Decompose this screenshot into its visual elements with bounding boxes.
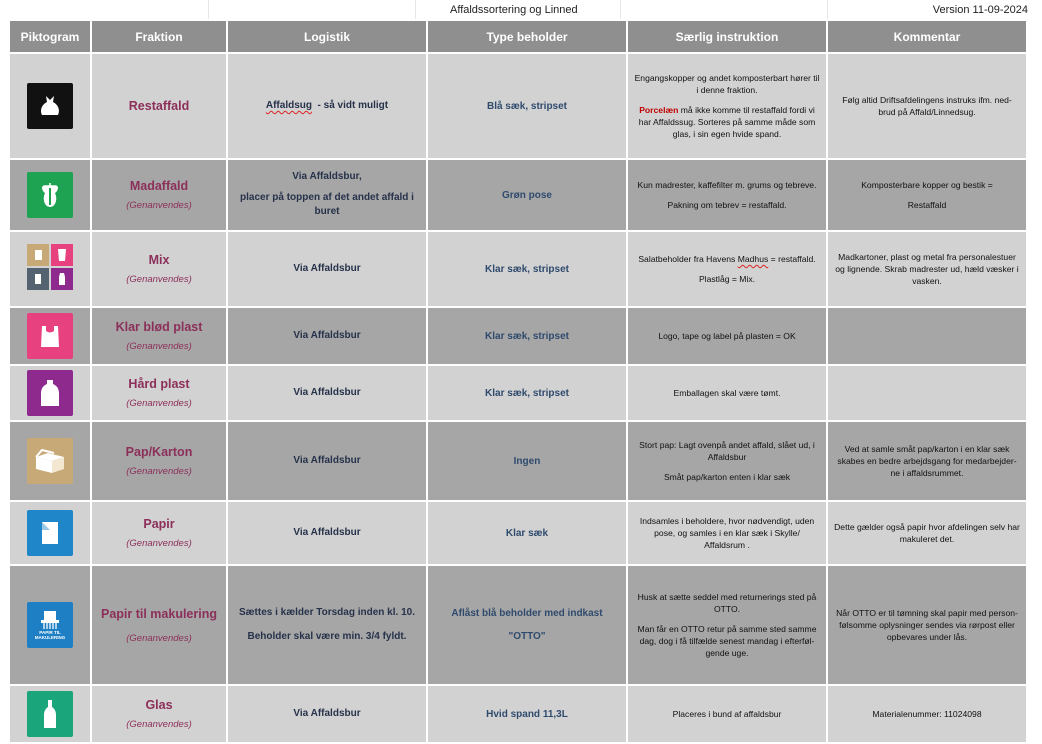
instruktion-text: Engangskopper og andet komposterbart hører til i denne fraktion.: [634, 72, 820, 95]
kommentar-text: Når OTTO er til tømning skal papir med person-følsomme oplysninger sendes via rørpost eller opbevares under lås.: [836, 607, 1018, 643]
cell-kommentar[interactable]: [827, 159, 1027, 231]
table-row: [9, 565, 1027, 685]
kommentar-text: Komposterbare kopper og bestik =: [861, 179, 993, 190]
grid-line: [415, 0, 416, 19]
fraktion-subtitle: (Genanvendes): [126, 200, 192, 211]
version-label: Version 11-09-2024: [932, 4, 1028, 16]
sorting-table: [8, 19, 1028, 744]
table-row: [9, 365, 1027, 421]
instruktion-text: = restaffald.: [770, 253, 816, 264]
instruktion-text: Indsamles i beholdere, hvor nødvendigt, uden pose, og samles i en klar sæk i Skylle/ Affaldsrum .: [639, 515, 815, 551]
cell-instruktion[interactable]: [627, 685, 827, 743]
fraktion-name: Glas: [145, 698, 173, 712]
instruktion-text: Salatbeholder fra Havens: [638, 253, 736, 264]
kommentar-text: Madkartoner, plast og metal fra personalestuer og lignende. Skrab madrester ud, hæld væsker i vasken.: [835, 251, 1019, 287]
instruktion-text: Logo, tape og label på plasten = OK: [658, 330, 796, 341]
cell-piktogram[interactable]: [9, 501, 91, 565]
soft-plastic-bag-icon: [27, 313, 73, 359]
cardboard-box-icon: [27, 438, 73, 484]
cell-logistik[interactable]: [227, 685, 427, 743]
cell-fraktion[interactable]: [91, 565, 227, 685]
logistik-text: Affaldsug: [265, 99, 312, 111]
cell-kommentar[interactable]: [827, 421, 1027, 501]
cell-beholder[interactable]: [427, 307, 627, 365]
beholder-text: Klar sæk, stripset: [485, 387, 569, 399]
cell-piktogram[interactable]: [9, 421, 91, 501]
fraktion-name: Madaffald: [129, 179, 189, 193]
cell-fraktion[interactable]: [91, 421, 227, 501]
shredder-icon: [27, 602, 73, 648]
document-title: Affaldssortering og Linned: [450, 4, 578, 16]
shredder-icon-label: PAPIR TIL MAKULERING: [34, 629, 66, 640]
table-row: [9, 159, 1027, 231]
beholder-text: Grøn pose: [501, 189, 552, 201]
cell-logistik[interactable]: [227, 231, 427, 307]
logistik-text: Sættes i kælder Torsdag inden kl. 10.: [239, 606, 415, 618]
cell-kommentar[interactable]: [827, 53, 1027, 159]
glass-bottle-icon: [27, 691, 73, 737]
fraktion-name: Restaffald: [128, 99, 190, 113]
instruktion-text: Plastlåg = Mix.: [698, 274, 756, 284]
table-row: [9, 231, 1027, 307]
beholder-text: Klar sæk, stripset: [485, 263, 569, 275]
cell-logistik[interactable]: [227, 501, 427, 565]
logistik-text: Beholder skal være min. 3/4 fyldt.: [247, 631, 407, 642]
logistik-text: Via Affaldsbur: [293, 262, 361, 274]
instruktion-text: Kun madrester, kaffefilter m. grums og tebreve.: [637, 179, 817, 190]
cell-instruktion[interactable]: [627, 365, 827, 421]
fraktion-subtitle: (Genanvendes): [126, 538, 192, 549]
logistik-text: Via Affaldsbur: [293, 707, 361, 719]
cell-beholder[interactable]: [427, 159, 627, 231]
cell-piktogram[interactable]: [9, 685, 91, 743]
instruktion-text: må ikke komme til restaffald fordi vi har Affaldssug. Sorteres på samme måde som glas, i sin egen hvide spand.: [638, 104, 816, 140]
grid-line: [827, 0, 828, 19]
fraktion-subtitle: (Genanvendes): [126, 398, 192, 409]
cell-beholder[interactable]: [427, 685, 627, 743]
fraktion-name: Klar blød plast: [115, 320, 203, 334]
cell-instruktion[interactable]: [627, 565, 827, 685]
cell-fraktion[interactable]: [91, 501, 227, 565]
cell-instruktion[interactable]: [627, 231, 827, 307]
trash-bag-icon: [27, 83, 73, 129]
table-row: [9, 53, 1027, 159]
fraktion-name: Papir til makulering: [100, 606, 217, 621]
instruktion-text: Husk at sætte seddel med returnerings sted på OTTO.: [637, 591, 817, 614]
cell-kommentar[interactable]: [827, 365, 1027, 421]
col-header-kommentar[interactable]: Kommentar: [827, 20, 1027, 53]
kommentar-text: Materialenummer: 11024098: [872, 708, 982, 719]
cell-beholder[interactable]: [427, 501, 627, 565]
fraktion-name: Mix: [148, 253, 170, 267]
beholder-text: Hvid spand 11,3L: [486, 708, 568, 720]
cell-instruktion[interactable]: [627, 307, 827, 365]
cell-fraktion[interactable]: [91, 685, 227, 743]
cell-piktogram[interactable]: [9, 53, 91, 159]
cell-kommentar[interactable]: [827, 685, 1027, 743]
cell-fraktion[interactable]: [91, 307, 227, 365]
cell-beholder[interactable]: [427, 421, 627, 501]
cell-piktogram[interactable]: [9, 365, 91, 421]
logistik-text: placer på toppen af det andet affald i buret: [240, 191, 414, 218]
cell-instruktion[interactable]: [627, 501, 827, 565]
logistik-text: - så vidt muligt: [317, 99, 389, 111]
cell-kommentar[interactable]: [827, 231, 1027, 307]
header-row: [9, 20, 1027, 53]
cell-beholder[interactable]: [427, 53, 627, 159]
cell-logistik[interactable]: [227, 159, 427, 231]
cell-instruktion[interactable]: [627, 421, 827, 501]
logistik-text: Via Affaldsbur: [293, 454, 361, 466]
col-header-fraktion[interactable]: Fraktion: [91, 20, 227, 53]
cell-piktogram[interactable]: [9, 565, 91, 685]
cell-piktogram[interactable]: [9, 307, 91, 365]
beholder-text: Blå sæk, stripset: [486, 100, 568, 112]
table-row: [9, 501, 1027, 565]
fraktion-name: Pap/Karton: [125, 445, 193, 459]
instruktion-text: Stort pap: Lagt ovenpå andet affald, slået ud, i Affaldsbur: [639, 439, 815, 462]
fraktion-subtitle: (Genanvendes): [126, 719, 192, 730]
beholder-text: Klar sæk: [505, 527, 549, 539]
cell-fraktion[interactable]: [91, 365, 227, 421]
cell-logistik[interactable]: [227, 421, 427, 501]
col-header-logistik[interactable]: Logistik: [227, 20, 427, 53]
cell-kommentar[interactable]: [827, 501, 1027, 565]
beholder-text: Aflåst blå beholder med indkast: [451, 608, 603, 619]
table-row: [9, 307, 1027, 365]
cell-kommentar[interactable]: [827, 565, 1027, 685]
logistik-text: Via Affaldsbur: [293, 329, 361, 341]
cell-piktogram[interactable]: [9, 159, 91, 231]
beholder-text: Ingen: [513, 455, 541, 467]
col-header-piktogram[interactable]: Piktogram: [9, 20, 91, 53]
plastic-bottle-icon: [27, 370, 73, 416]
instruktion-text: Man får en OTTO retur på samme sted samme dag, dog i få tilfælde senest mandag i efterføl-gende uge.: [637, 623, 817, 659]
cell-kommentar[interactable]: [827, 307, 1027, 365]
logistik-text: Via Affaldsbur,: [292, 171, 362, 183]
logistik-text: Via Affaldsbur: [293, 526, 361, 538]
cell-logistik[interactable]: [227, 53, 427, 159]
mix-icon: [27, 244, 73, 290]
cell-beholder[interactable]: [427, 565, 627, 685]
fraktion-subtitle: (Genanvendes): [126, 466, 192, 477]
cell-beholder[interactable]: [427, 231, 627, 307]
logistik-text: Via Affaldsbur: [293, 386, 361, 398]
fraktion-subtitle: (Genanvendes): [126, 341, 192, 352]
kommentar-text: Dette gælder også papir hvor afdelingen selv har makuleret det.: [834, 521, 1020, 544]
kommentar-text: Følg altid Driftsafdelingens instruks ifm. ned-brud på Affald/Linnedsug.: [842, 94, 1012, 117]
cell-logistik[interactable]: [227, 307, 427, 365]
cell-fraktion[interactable]: [91, 231, 227, 307]
table-row: [9, 421, 1027, 501]
cell-instruktion[interactable]: [627, 53, 827, 159]
fraktion-subtitle: (Genanvendes): [126, 632, 192, 644]
apple-core-icon: [27, 172, 73, 218]
sheet-top-bar: [0, 0, 1042, 19]
table-row: [9, 685, 1027, 743]
instruktion-text: Småt pap/karton enten i klar sæk: [663, 472, 791, 483]
fraktion-subtitle: (Genanvendes): [126, 274, 192, 285]
cell-logistik[interactable]: [227, 565, 427, 685]
cell-beholder[interactable]: [427, 365, 627, 421]
instruktion-warning: Porcelæn: [639, 104, 679, 115]
col-header-instruktion[interactable]: Særlig instruktion: [627, 20, 827, 53]
instruktion-text: Placeres i bund af affaldsbur: [672, 708, 782, 719]
cell-fraktion[interactable]: [91, 53, 227, 159]
grid-line: [208, 0, 209, 19]
kommentar-text: Ved at samle småt pap/karton i en klar sæk skabes en bedre arbejdsgang for medarbejder-ne i affaldsrummet.: [837, 443, 1017, 479]
beholder-text: Klar sæk, stripset: [485, 330, 569, 342]
fraktion-name: Papir: [143, 517, 175, 531]
cell-instruktion[interactable]: [627, 159, 827, 231]
grid-line: [620, 0, 621, 19]
beholder-text: "OTTO": [508, 631, 546, 642]
cell-logistik[interactable]: [227, 365, 427, 421]
cell-piktogram[interactable]: [9, 231, 91, 307]
kommentar-text: Restaffald: [907, 200, 947, 210]
instruktion-text: Emballagen skal være tømt.: [673, 387, 781, 398]
instruktion-text: Madhus: [737, 253, 769, 264]
paper-icon: [27, 510, 73, 556]
instruktion-text: Pakning om tebrev = restaffald.: [667, 200, 787, 210]
cell-fraktion[interactable]: [91, 159, 227, 231]
fraktion-name: Hård plast: [128, 377, 190, 391]
col-header-beholder[interactable]: Type beholder: [427, 20, 627, 53]
